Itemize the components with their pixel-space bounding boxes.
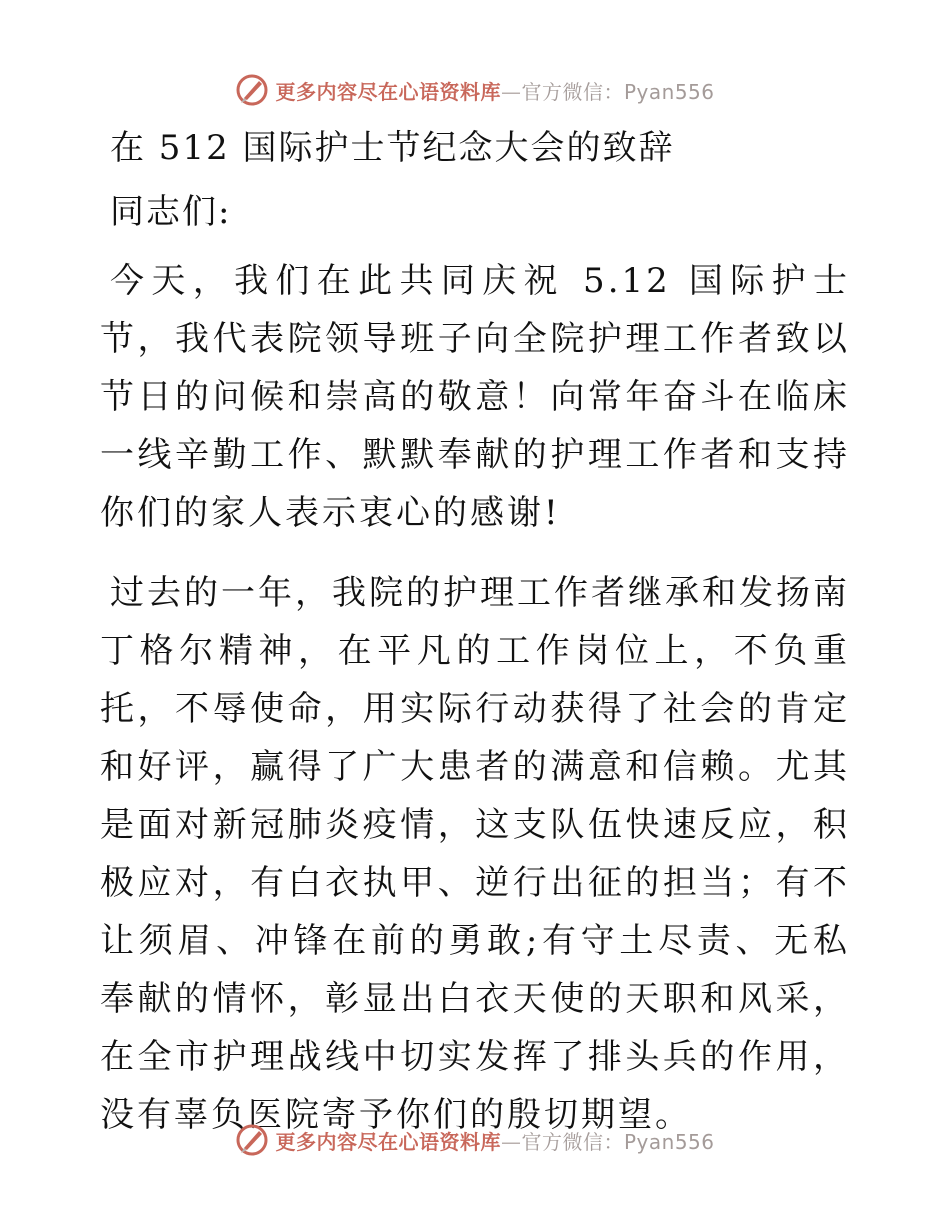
watermark-text <box>275 1126 714 1155</box>
quill-logo-icon <box>235 1123 269 1157</box>
watermark-official: 官方微信： <box>521 79 624 104</box>
watermark-brand: 更多内容尽在心语资料库 <box>275 79 501 104</box>
paragraph: 今天，我们在此共同庆祝 5.12 国际护士节，我代表院领导班子向全院护理工作者致以节日的问候和崇高的敬意！向常年奋斗在临床一线辛勤工作、默默奉献的护理工作者和支持你们的家人表示衷心的感谢! <box>100 261 850 533</box>
document-title: 在 512 国际护士节纪念大会的致辞 <box>110 128 675 168</box>
watermark-separator: — <box>500 1129 522 1154</box>
footer-watermark <box>0 1120 950 1160</box>
header-watermark <box>0 70 950 110</box>
watermark-account: Pyan556 <box>623 79 715 104</box>
salutation: 同志们: <box>110 192 232 232</box>
watermark-account: Pyan556 <box>623 1129 715 1154</box>
watermark-brand: 更多内容尽在心语资料库 <box>275 1129 501 1154</box>
watermark-text <box>275 76 714 105</box>
watermark-official: 官方微信： <box>521 1129 624 1154</box>
document-body <box>100 120 850 1144</box>
paragraph: 过去的一年，我院的护理工作者继承和发扬南丁格尔精神，在平凡的工作岗位上，不负重托，不辱使命，用实际行动获得了社会的肯定和好评，赢得了广大患者的满意和信赖。尤其是面对新冠肺炎疫情，这支队伍快速反应，积极应对，有白衣执甲、逆行出征的担当；有不让须眉、冲锋在前的勇敢;有守土尽责、无私奉献的情怀，彰显出白衣天使的天职和风采，在全市护理战线中切实发挥了排头兵的作用，没有辜负医院寄予你们的殷切期望。 <box>100 573 850 1135</box>
watermark-separator: — <box>500 79 522 104</box>
quill-logo-icon <box>235 73 269 107</box>
